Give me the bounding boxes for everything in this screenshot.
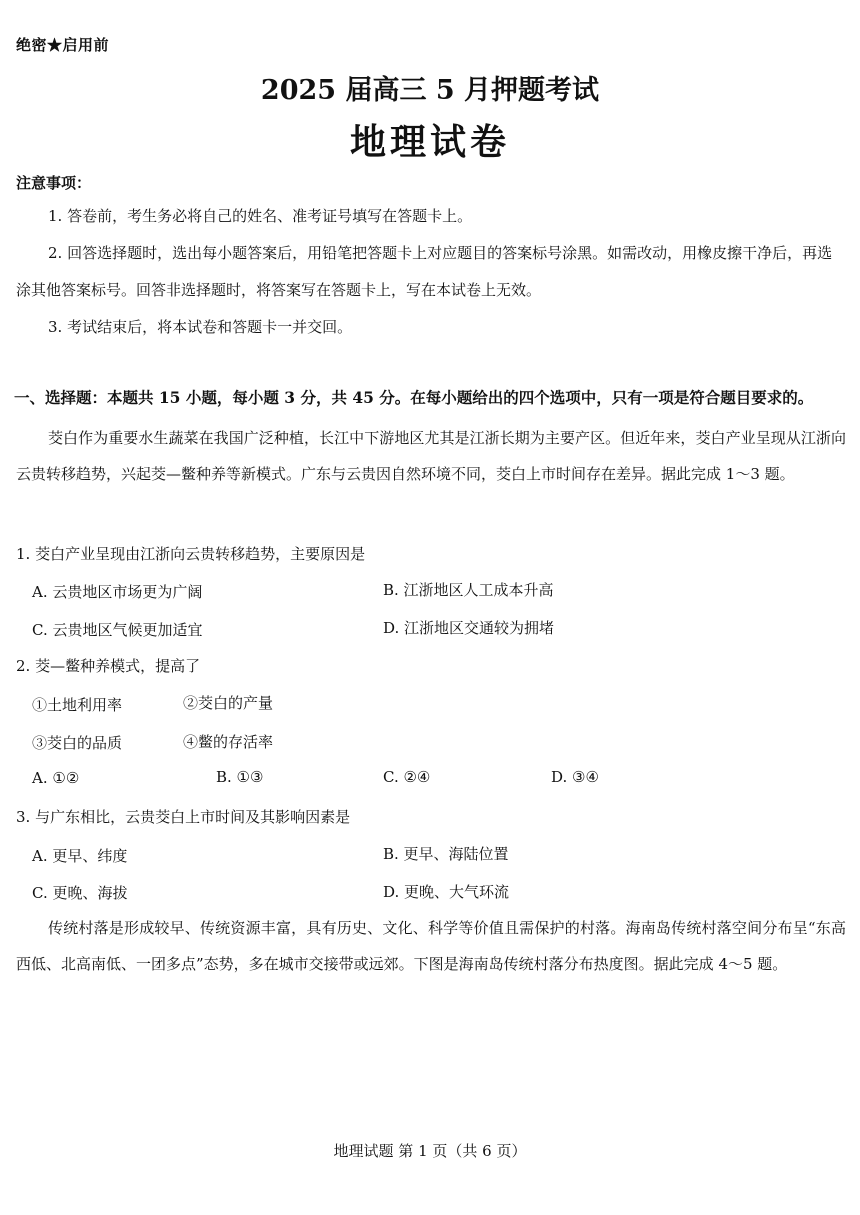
question-2-statement-1: ①土地利用率 <box>32 696 123 714</box>
question-1-option-b: B. 江浙地区人工成本升高 <box>383 581 554 599</box>
notice-item-3: 3. 考试结束后，将本试卷和答题卡一并交回。 <box>48 318 353 336</box>
page-footer: 地理试题 第 1 页（共 6 页） <box>333 1142 527 1160</box>
confidential-label: 绝密★启用前 <box>16 36 110 54</box>
question-2-statement-2: ②茭白的产量 <box>183 694 274 712</box>
question-3-option-c: C. 更晚、海拔 <box>32 884 128 902</box>
passage-1: 茭白作为重要水生蔬菜在我国广泛种植，长江中下游地区尤其是江浙长期为主要产区。但近年来，茭白产业呈现从江浙向云贵转移趋势，兴起茭—鳖种养等新模式。广东与云贵因自然环境不同，茭白上市时间存在差异。据此完成 1～3 题。 <box>16 429 846 483</box>
question-1-option-c: C. 云贵地区气候更加适宜 <box>32 621 203 639</box>
passage-2: 传统村落是形成较早、传统资源丰富，具有历史、文化、科学等价值且需保护的村落。海南岛传统村落空间分布呈“东高西低、北高南低、一团多点”态势，多在城市交接带或远郊。下图是海南岛传统村落分布热度图。据此完成 4～5 题。 <box>16 919 846 973</box>
question-2-stem: 2. 茭—鳖种养模式，提高了 <box>16 657 201 675</box>
exam-title: 2025 届高三 5 月押题考试 <box>260 75 600 106</box>
question-2-statement-3: ③茭白的品质 <box>32 734 123 752</box>
question-2-option-c: C. ②④ <box>383 768 431 786</box>
question-2-option-a: A. ①② <box>32 769 80 787</box>
notice-item-1: 1. 答卷前，考生务必将自己的姓名、准考证号填写在答题卡上。 <box>48 207 473 225</box>
question-2-option-b: B. ①③ <box>216 768 264 786</box>
exam-subject-title: 地理试卷 <box>349 121 510 163</box>
question-3-option-a: A. 更早、纬度 <box>32 847 128 865</box>
section-heading: 一、选择题：本题共 15 小题，每小题 3 分，共 45 分。在每小题给出的四个选项中，只有一项是符合题目要求的。 <box>14 388 814 407</box>
question-2-option-d: D. ③④ <box>551 768 599 786</box>
question-3-option-b: B. 更早、海陆位置 <box>383 845 509 863</box>
notice-heading: 注意事项： <box>16 174 92 192</box>
notice-item-2: 2. 回答选择题时，选出每小题答案后，用铅笔把答题卡上对应题目的答案标号涂黑。如需改动，用橡皮擦干净后，再选涂其他答案标号。回答非选择题时，将答案写在答题卡上，写在本试卷上无效。 <box>16 244 833 299</box>
question-1-stem: 1. 茭白产业呈现由江浙向云贵转移趋势，主要原因是 <box>16 545 366 563</box>
question-3-option-d: D. 更晚、大气环流 <box>383 883 510 901</box>
question-1-option-d: D. 江浙地区交通较为拥堵 <box>383 619 555 637</box>
question-1-option-a: A. 云贵地区市场更为广阔 <box>32 583 203 601</box>
question-3-stem: 3. 与广东相比，云贵茭白上市时间及其影响因素是 <box>16 808 351 826</box>
question-2-statement-4: ④鳖的存活率 <box>183 733 274 751</box>
